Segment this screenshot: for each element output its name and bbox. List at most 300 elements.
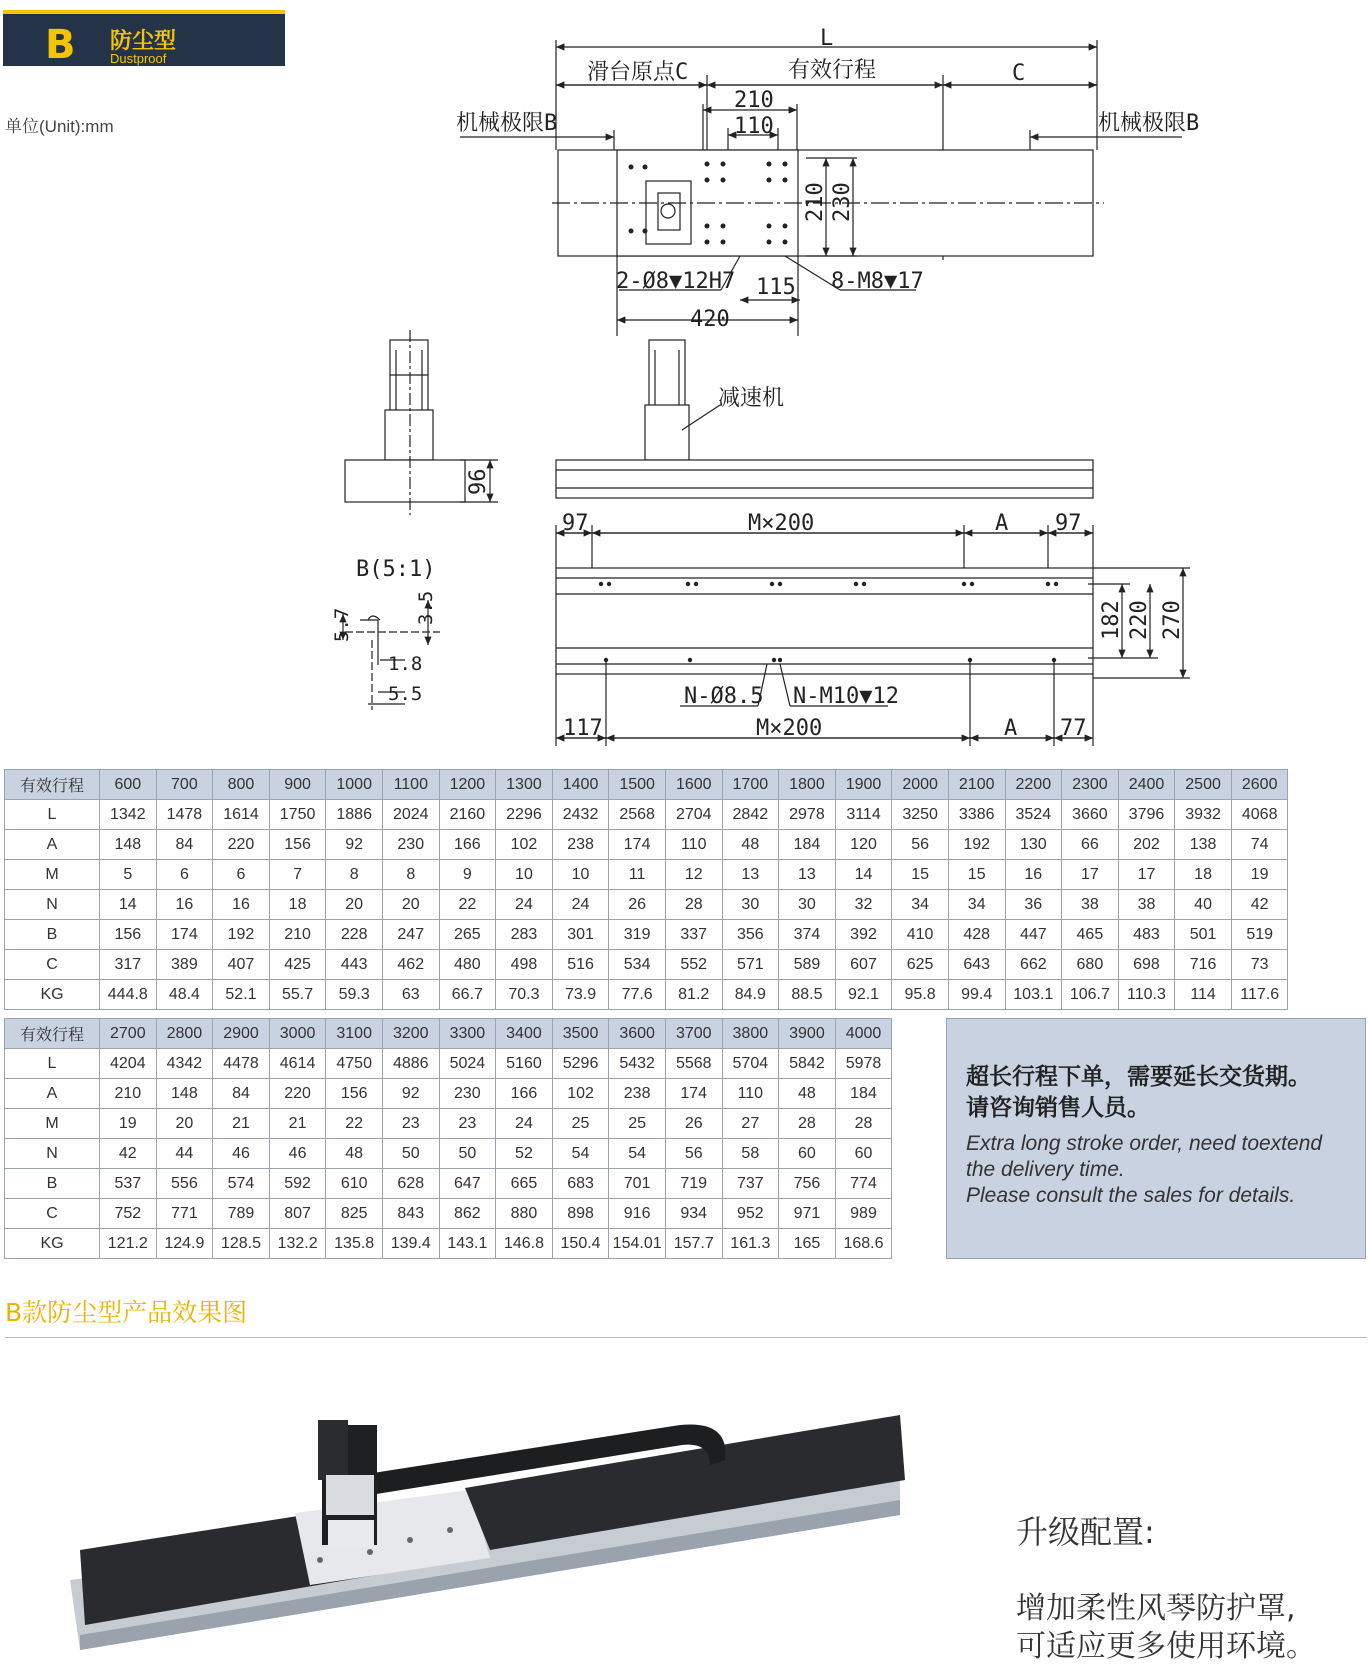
- table-header-row: [5, 1019, 892, 1049]
- table-cell: 756: [779, 1169, 836, 1199]
- table-cell: 23: [439, 1109, 496, 1139]
- table-cell: 17: [1062, 860, 1119, 890]
- table-cell: 60: [835, 1139, 892, 1169]
- upgrade-description: [1016, 1590, 1316, 1666]
- table-cell: 24: [496, 1109, 553, 1139]
- row-label: N: [5, 890, 100, 920]
- table-cell: 21: [269, 1109, 326, 1139]
- table-cell: 12: [665, 860, 722, 890]
- table-cell: 40: [1175, 890, 1232, 920]
- header-cell: 1900: [835, 770, 892, 800]
- table-cell: 1750: [269, 800, 326, 830]
- table-cell: 592: [269, 1169, 326, 1199]
- table-cell: 283: [496, 920, 553, 950]
- table-cell: 228: [326, 920, 383, 950]
- table-cell: 610: [326, 1169, 383, 1199]
- table-row: [5, 1079, 892, 1109]
- header-cell: 3800: [722, 1019, 779, 1049]
- table-cell: 46: [213, 1139, 270, 1169]
- product-render: [70, 1380, 920, 1660]
- badge-letter: B: [45, 22, 76, 68]
- table-cell: 117.6: [1231, 980, 1288, 1010]
- table-row: [5, 860, 1288, 890]
- header-cell: 1300: [496, 770, 553, 800]
- table-cell: 143.1: [439, 1229, 496, 1259]
- table-cell: 534: [609, 950, 666, 980]
- header-cell: 4000: [835, 1019, 892, 1049]
- header-cell: 2100: [948, 770, 1005, 800]
- table-cell: 56: [892, 830, 949, 860]
- table-cell: 19: [100, 1109, 157, 1139]
- header-cell: 1800: [779, 770, 836, 800]
- table-cell: 443: [326, 950, 383, 980]
- table-cell: 192: [213, 920, 270, 950]
- table-cell: 70.3: [496, 980, 553, 1010]
- table-cell: 11: [609, 860, 666, 890]
- dim-110: 110: [734, 114, 774, 139]
- table-cell: 480: [439, 950, 496, 980]
- table-cell: 317: [100, 950, 157, 980]
- table-cell: 2432: [552, 800, 609, 830]
- table-cell: 130: [1005, 830, 1062, 860]
- table-cell: 132.2: [269, 1229, 326, 1259]
- table-cell: 571: [722, 950, 779, 980]
- table-cell: 103.1: [1005, 980, 1062, 1010]
- unit-label: 单位(Unit):mm: [5, 117, 114, 136]
- table-cell: 428: [948, 920, 1005, 950]
- table-cell: 2842: [722, 800, 779, 830]
- table-cell: 5024: [439, 1049, 496, 1079]
- table-row: [5, 800, 1288, 830]
- table-cell: 165: [779, 1229, 836, 1259]
- table-cell: 24: [496, 890, 553, 920]
- table-cell: 898: [552, 1199, 609, 1229]
- table-row: [5, 1169, 892, 1199]
- table-cell: 1614: [213, 800, 270, 830]
- header-cell: 3600: [609, 1019, 666, 1049]
- table-cell: 110: [722, 1079, 779, 1109]
- row-label: B: [5, 920, 100, 950]
- table-cell: 643: [948, 950, 1005, 980]
- note-cn-line1: 超长行程下单，需要延长交货期。: [966, 1063, 1311, 1090]
- table-cell: 52: [496, 1139, 553, 1169]
- table-cell: 59.3: [326, 980, 383, 1010]
- table-cell: 220: [213, 830, 270, 860]
- table-cell: 22: [326, 1109, 383, 1139]
- table-cell: 102: [552, 1079, 609, 1109]
- table-cell: 148: [100, 830, 157, 860]
- dim-97-right: 97: [1055, 511, 1082, 536]
- spec-table-2: [4, 1018, 892, 1259]
- table-cell: 84.9: [722, 980, 779, 1010]
- header-label: 有效行程: [5, 1019, 100, 1049]
- dim-3-5: 3.5: [415, 590, 437, 625]
- table-cell: 128.5: [213, 1229, 270, 1259]
- table-cell: 18: [1175, 860, 1232, 890]
- table-cell: 319: [609, 920, 666, 950]
- table-cell: 265: [439, 920, 496, 950]
- table-cell: 771: [156, 1199, 213, 1229]
- label-L: L: [820, 26, 834, 51]
- table-cell: 42: [1231, 890, 1288, 920]
- dim-270: 270: [1160, 600, 1185, 640]
- table-cell: 48: [722, 830, 779, 860]
- table-cell: 92: [382, 1079, 439, 1109]
- note-cn-line2: 请咨询销售人员。: [966, 1094, 1150, 1121]
- label-n-holes: N-Ø8.5: [684, 684, 764, 709]
- table-cell: 110: [665, 830, 722, 860]
- table-row: [5, 1139, 892, 1169]
- table-cell: 95.8: [892, 980, 949, 1010]
- table-cell: 5296: [552, 1049, 609, 1079]
- table-cell: 18: [269, 890, 326, 920]
- table-cell: 48.4: [156, 980, 213, 1010]
- table-cell: 665: [496, 1169, 553, 1199]
- table-cell: 174: [156, 920, 213, 950]
- row-label: A: [5, 1079, 100, 1109]
- table-cell: 110.3: [1118, 980, 1175, 1010]
- header-cell: 1700: [722, 770, 779, 800]
- dim-182: 182: [1099, 600, 1124, 640]
- table-cell: 28: [835, 1109, 892, 1139]
- table-cell: 50: [382, 1139, 439, 1169]
- label-C: C: [1012, 61, 1026, 86]
- table-cell: 247: [382, 920, 439, 950]
- row-label: KG: [5, 1229, 100, 1259]
- dim-230: 230: [830, 182, 855, 222]
- upgrade-line1: 增加柔性风琴防护罩,: [1016, 1591, 1296, 1626]
- dim-5-5: 5.5: [388, 683, 423, 705]
- table-cell: 81.2: [665, 980, 722, 1010]
- table-row: [5, 920, 1288, 950]
- table-row: [5, 1109, 892, 1139]
- header-cell: 1400: [552, 770, 609, 800]
- table-cell: 444.8: [100, 980, 157, 1010]
- table-cell: 537: [100, 1169, 157, 1199]
- dim-420: 420: [690, 307, 730, 332]
- table-cell: 2568: [609, 800, 666, 830]
- header-cell: 600: [100, 770, 157, 800]
- table-cell: 121.2: [100, 1229, 157, 1259]
- table-cell: 552: [665, 950, 722, 980]
- table-cell: 3660: [1062, 800, 1119, 830]
- table-cell: 4204: [100, 1049, 157, 1079]
- table-cell: 156: [100, 920, 157, 950]
- table-cell: 28: [665, 890, 722, 920]
- dim-5-7: 5.7: [331, 607, 353, 642]
- badge-title-en: Dustproof: [110, 51, 167, 66]
- table-cell: 63: [382, 980, 439, 1010]
- table-cell: 184: [779, 830, 836, 860]
- header-cell: 3100: [326, 1019, 383, 1049]
- table-header-row: [5, 770, 1288, 800]
- table-cell: 789: [213, 1199, 270, 1229]
- table-cell: 120: [835, 830, 892, 860]
- table-cell: 38: [1062, 890, 1119, 920]
- table-cell: 462: [382, 950, 439, 980]
- table-cell: 210: [269, 920, 326, 950]
- table-cell: 34: [892, 890, 949, 920]
- table-cell: 374: [779, 920, 836, 950]
- table-cell: 92.1: [835, 980, 892, 1010]
- table-cell: 2024: [382, 800, 439, 830]
- table-cell: 1886: [326, 800, 383, 830]
- table-cell: 880: [496, 1199, 553, 1229]
- table-cell: 92: [326, 830, 383, 860]
- table-cell: 989: [835, 1199, 892, 1229]
- long-stroke-note: [946, 1018, 1366, 1259]
- row-label: A: [5, 830, 100, 860]
- dim-77: 77: [1060, 716, 1087, 741]
- dim-210-top: 210: [734, 88, 774, 113]
- table-cell: 148: [156, 1079, 213, 1109]
- table-cell: 719: [665, 1169, 722, 1199]
- table-cell: 6: [156, 860, 213, 890]
- table-cell: 20: [382, 890, 439, 920]
- section-divider: [5, 1337, 1367, 1338]
- table-cell: 5432: [609, 1049, 666, 1079]
- table-cell: 146.8: [496, 1229, 553, 1259]
- note-cn: [966, 1061, 1311, 1123]
- table-cell: 698: [1118, 950, 1175, 980]
- table-cell: 20: [156, 1109, 213, 1139]
- table-cell: 166: [496, 1079, 553, 1109]
- table-cell: 27: [722, 1109, 779, 1139]
- table-cell: 392: [835, 920, 892, 950]
- table-cell: 25: [552, 1109, 609, 1139]
- header-cell: 2500: [1175, 770, 1232, 800]
- header-cell: 3400: [496, 1019, 553, 1049]
- table-row: [5, 1199, 892, 1229]
- table-cell: 3796: [1118, 800, 1175, 830]
- header-cell: 900: [269, 770, 326, 800]
- dim-1-8: 1.8: [388, 653, 423, 675]
- label-slide-origin: 滑台原点C: [587, 60, 689, 85]
- table-cell: 238: [552, 830, 609, 860]
- table-cell: 680: [1062, 950, 1119, 980]
- label-thread-holes: 8-M8▼17: [831, 269, 924, 294]
- table-cell: 410: [892, 920, 949, 950]
- table-cell: 4478: [213, 1049, 270, 1079]
- table-cell: 14: [100, 890, 157, 920]
- table-cell: 662: [1005, 950, 1062, 980]
- table-cell: 3386: [948, 800, 1005, 830]
- table-cell: 2296: [496, 800, 553, 830]
- table-cell: 154.01: [609, 1229, 666, 1259]
- header-cell: 2400: [1118, 770, 1175, 800]
- row-label: L: [5, 1049, 100, 1079]
- dim-220: 220: [1127, 600, 1152, 640]
- table-cell: 99.4: [948, 980, 1005, 1010]
- table-cell: 7: [269, 860, 326, 890]
- table-cell: 465: [1062, 920, 1119, 950]
- table-cell: 3250: [892, 800, 949, 830]
- table-cell: 774: [835, 1169, 892, 1199]
- header-cell: 2800: [156, 1019, 213, 1049]
- table-cell: 5842: [779, 1049, 836, 1079]
- label-detail-b: B(5:1): [356, 557, 436, 582]
- table-cell: 26: [609, 890, 666, 920]
- table-cell: 4068: [1231, 800, 1288, 830]
- table-cell: 607: [835, 950, 892, 980]
- header-cell: 800: [213, 770, 270, 800]
- table-cell: 50: [439, 1139, 496, 1169]
- table-cell: 54: [552, 1139, 609, 1169]
- table-cell: 8: [382, 860, 439, 890]
- table-cell: 14: [835, 860, 892, 890]
- note-en-line2: the delivery time.: [966, 1158, 1125, 1181]
- table-cell: 52.1: [213, 980, 270, 1010]
- table-cell: 34: [948, 890, 1005, 920]
- table-cell: 54: [609, 1139, 666, 1169]
- header-cell: 2200: [1005, 770, 1062, 800]
- table-cell: 238: [609, 1079, 666, 1109]
- table-cell: 21: [213, 1109, 270, 1139]
- table-cell: 862: [439, 1199, 496, 1229]
- table-cell: 716: [1175, 950, 1232, 980]
- table-cell: 36: [1005, 890, 1062, 920]
- table-cell: 17: [1118, 860, 1175, 890]
- table-cell: 3932: [1175, 800, 1232, 830]
- table-cell: 5704: [722, 1049, 779, 1079]
- note-en: [966, 1131, 1322, 1209]
- table-cell: 20: [326, 890, 383, 920]
- table-cell: 22: [439, 890, 496, 920]
- table-row: [5, 890, 1288, 920]
- table-row: [5, 1049, 892, 1079]
- label-pin-holes: 2-Ø8▼12H7: [616, 269, 736, 294]
- dim-96: 96: [466, 468, 491, 495]
- table-cell: 498: [496, 950, 553, 980]
- dim-115: 115: [756, 275, 796, 300]
- table-cell: 8: [326, 860, 383, 890]
- header-cell: 3200: [382, 1019, 439, 1049]
- header-cell: 3000: [269, 1019, 326, 1049]
- row-label: C: [5, 950, 100, 980]
- table-cell: 5: [100, 860, 157, 890]
- table-cell: 843: [382, 1199, 439, 1229]
- note-en-line1: Extra long stroke order, need toextend: [966, 1132, 1323, 1155]
- table-cell: 6: [213, 860, 270, 890]
- table-cell: 5978: [835, 1049, 892, 1079]
- table-cell: 32: [835, 890, 892, 920]
- header-cell: 1500: [609, 770, 666, 800]
- header-cell: 2300: [1062, 770, 1119, 800]
- table-cell: 56: [665, 1139, 722, 1169]
- table-cell: 77.6: [609, 980, 666, 1010]
- table-cell: 10: [552, 860, 609, 890]
- table-cell: 483: [1118, 920, 1175, 950]
- row-label: M: [5, 860, 100, 890]
- table-cell: 447: [1005, 920, 1062, 950]
- table-cell: 825: [326, 1199, 383, 1229]
- table-cell: 971: [779, 1199, 836, 1229]
- row-label: C: [5, 1199, 100, 1229]
- table-cell: 161.3: [722, 1229, 779, 1259]
- table-cell: 25: [609, 1109, 666, 1139]
- header-cell: 3500: [552, 1019, 609, 1049]
- table-cell: 174: [609, 830, 666, 860]
- table-cell: 138: [1175, 830, 1232, 860]
- table-cell: 156: [269, 830, 326, 860]
- header-cell: 2600: [1231, 770, 1288, 800]
- table-cell: 389: [156, 950, 213, 980]
- header-cell: 3900: [779, 1019, 836, 1049]
- row-label: M: [5, 1109, 100, 1139]
- table-cell: 701: [609, 1169, 666, 1199]
- table-cell: 88.5: [779, 980, 836, 1010]
- table-cell: 4342: [156, 1049, 213, 1079]
- table-cell: 2160: [439, 800, 496, 830]
- table-cell: 683: [552, 1169, 609, 1199]
- table-cell: 156: [326, 1079, 383, 1109]
- table-cell: 48: [779, 1079, 836, 1109]
- table-cell: 2978: [779, 800, 836, 830]
- table-cell: 150.4: [552, 1229, 609, 1259]
- dim-a-bottom: A: [1004, 716, 1018, 741]
- badge-title-cn: 防尘型: [110, 29, 177, 54]
- table-cell: 952: [722, 1199, 779, 1229]
- label-reducer: 减速机: [718, 386, 785, 411]
- header-cell: 2700: [100, 1019, 157, 1049]
- table-cell: 752: [100, 1199, 157, 1229]
- table-cell: 84: [213, 1079, 270, 1109]
- table-cell: 2704: [665, 800, 722, 830]
- table-cell: 55.7: [269, 980, 326, 1010]
- row-label: L: [5, 800, 100, 830]
- label-n-thread: N-M10▼12: [793, 684, 899, 709]
- dim-117: 117: [563, 716, 603, 741]
- table-row: [5, 830, 1288, 860]
- table-cell: 425: [269, 950, 326, 980]
- header-cell: 700: [156, 770, 213, 800]
- table-cell: 356: [722, 920, 779, 950]
- table-cell: 337: [665, 920, 722, 950]
- header-label: 有效行程: [5, 770, 100, 800]
- table-cell: 46: [269, 1139, 326, 1169]
- table-cell: 807: [269, 1199, 326, 1229]
- table-cell: 192: [948, 830, 1005, 860]
- table-cell: 15: [948, 860, 1005, 890]
- technical-drawing: [0, 0, 1370, 760]
- table-cell: 166: [439, 830, 496, 860]
- table-cell: 4614: [269, 1049, 326, 1079]
- table-cell: 202: [1118, 830, 1175, 860]
- table-cell: 230: [439, 1079, 496, 1109]
- dim-210-vertical: 210: [803, 182, 828, 222]
- table-cell: 174: [665, 1079, 722, 1109]
- table-cell: 934: [665, 1199, 722, 1229]
- table-cell: 184: [835, 1079, 892, 1109]
- table-cell: 574: [213, 1169, 270, 1199]
- table-cell: 38: [1118, 890, 1175, 920]
- table-cell: 916: [609, 1199, 666, 1229]
- table-cell: 501: [1175, 920, 1232, 950]
- table-cell: 66: [1062, 830, 1119, 860]
- table-cell: 4886: [382, 1049, 439, 1079]
- row-label: N: [5, 1139, 100, 1169]
- table-cell: 73.9: [552, 980, 609, 1010]
- note-en-line3: Please consult the sales for details.: [966, 1184, 1296, 1207]
- table-cell: 13: [722, 860, 779, 890]
- table-cell: 30: [779, 890, 836, 920]
- table-cell: 4750: [326, 1049, 383, 1079]
- label-mech-limit-left: 机械极限B: [456, 111, 558, 136]
- table-cell: 84: [156, 830, 213, 860]
- table-cell: 625: [892, 950, 949, 980]
- table-cell: 30: [722, 890, 779, 920]
- table-cell: 73: [1231, 950, 1288, 980]
